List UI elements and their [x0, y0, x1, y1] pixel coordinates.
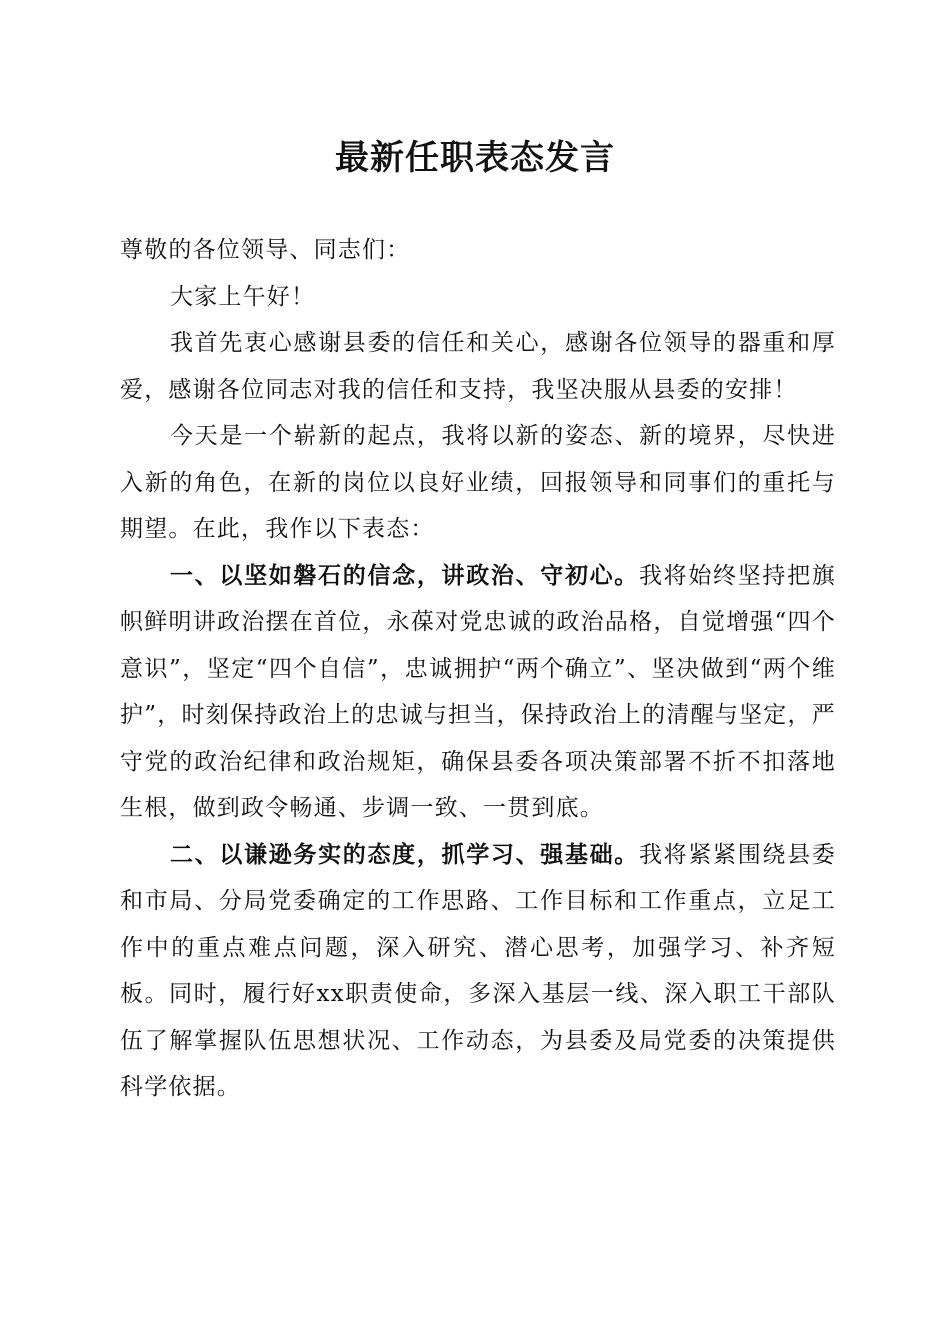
salutation: 尊敬的各位领导、同志们： [120, 237, 411, 263]
document-body [120, 227, 836, 1111]
paragraph-intro: 今天是一个崭新的起点，我将以新的姿态、新的境界，尽快进入新的角色，在新的岗位以良好业绩，回报领导和同事们的重托与期望。在此，我作以下表态： [120, 423, 836, 542]
paragraph-thanks: 我首先衷心感谢县委的信任和关心，感谢各位领导的器重和厚爱，感谢各位同志对我的信任和支持，我坚决服从县委的安排！ [120, 330, 836, 403]
paragraph-point-1 [120, 553, 836, 832]
paragraph-point-2 [120, 832, 836, 1111]
point-2-body: 我将紧紧围绕县委和市局、分局党委确定的工作思路、工作目标和工作重点，立足工作中的重点难点问题，深入研究、潜心思考，加强学习、补齐短板。同时，履行好xx职责使命，多深入基层一线、深入职工干部队伍了解掌握队伍思想状况、工作动态，为县委及局党委的决策提供科学依据。 [120, 841, 836, 1100]
point-1-heading: 一、以坚如磐石的信念，讲政治、守初心。 [170, 562, 639, 589]
point-2-heading: 二、以谦逊务实的态度，抓学习、强基础。 [170, 841, 639, 868]
greeting: 大家上午好！ [170, 283, 316, 310]
point-1-body: 我将始终坚持把旗帜鲜明讲政治摆在首位，永葆对党忠诚的政治品格，自觉增强“四个意识”，坚定“四个自信”，忠诚拥护“两个确立”、坚决做到“两个维护”，时刻保持政治上的忠诚与担当，保持政治上的清醒与坚定，严守党的政治纪律和政治规矩，确保县委各项决策部署不折不扣落地生根，做到政令畅通、步调一致、一贯到底。 [120, 562, 836, 821]
document-title: 最新任职表态发言 [335, 138, 615, 178]
